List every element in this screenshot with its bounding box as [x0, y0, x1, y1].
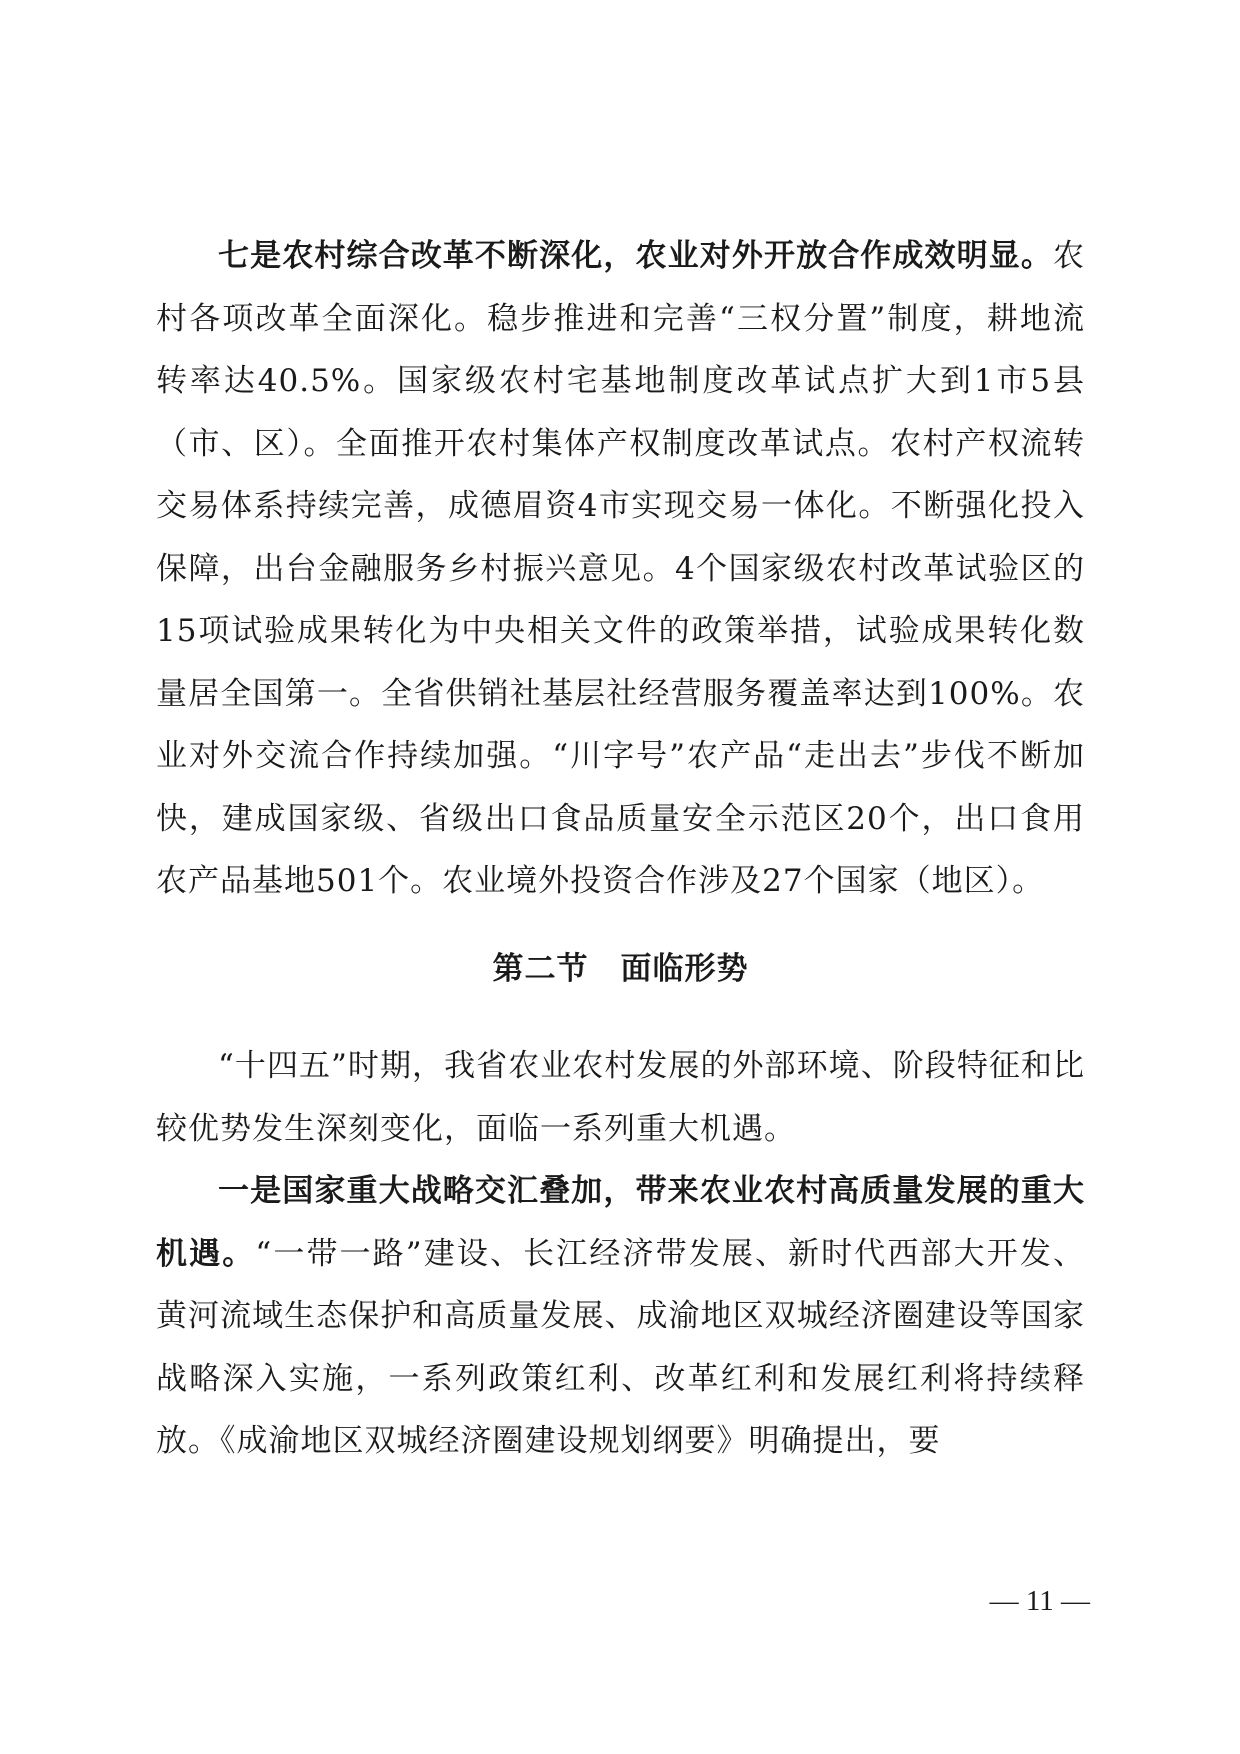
- document-body: [156, 225, 1085, 1473]
- paragraph-rural-reform: [156, 225, 1085, 913]
- paragraph-national-strategy: [156, 1160, 1085, 1473]
- paragraph-text: “一带一路”建设、长江经济带发展、新时代西部大开发、黄河流域生态保护和高质量发展、成渝地区双城经济圈建设等国家战略深入实施，一系列政策红利、改革红利和发展红利将持续释放。《成渝地区双城经济圈建设规划纲要》明确提出，要: [156, 1235, 1085, 1459]
- paragraph-text: 农村各项改革全面深化。稳步推进和完善“三权分置”制度，耕地流转率达40.5%。国家级农村宅基地制度改革试点扩大到1市5县（市、区）。全面推开农村集体产权制度改革试点。农村产权流转交易体系持续完善，成德眉资4市实现交易一体化。不断强化投入保障，出台金融服务乡村振兴意见。4个国家级农村改革试验区的15项试验成果转化为中央相关文件的政策举措，试验成果转化数量居全国第一。全省供销社基层社经营服务覆盖率达到100%。农业对外交流合作持续加强。“川字号”农产品“走出去”步伐不断加快，建成国家级、省级出口食品质量安全示范区20个，出口食用农产品基地501个。农业境外投资合作涉及27个国家（地区）。: [156, 238, 1085, 899]
- paragraph-intro: [156, 1035, 1085, 1160]
- paragraph-lead: 七是农村综合改革不断深化，农业对外开放合作成效明显。: [218, 238, 1053, 274]
- section-heading: 第二节 面临形势: [492, 950, 749, 987]
- page-number: — 11 —: [989, 1585, 1090, 1617]
- paragraph-text: “十四五”时期，我省农业农村发展的外部环境、阶段特征和比较优势发生深刻变化，面临一系列重大机遇。: [156, 1048, 1085, 1147]
- paragraph-lead: 一是国家重大战略交汇叠加，带来农业农村高质量发展的重大机遇。: [156, 1173, 1085, 1272]
